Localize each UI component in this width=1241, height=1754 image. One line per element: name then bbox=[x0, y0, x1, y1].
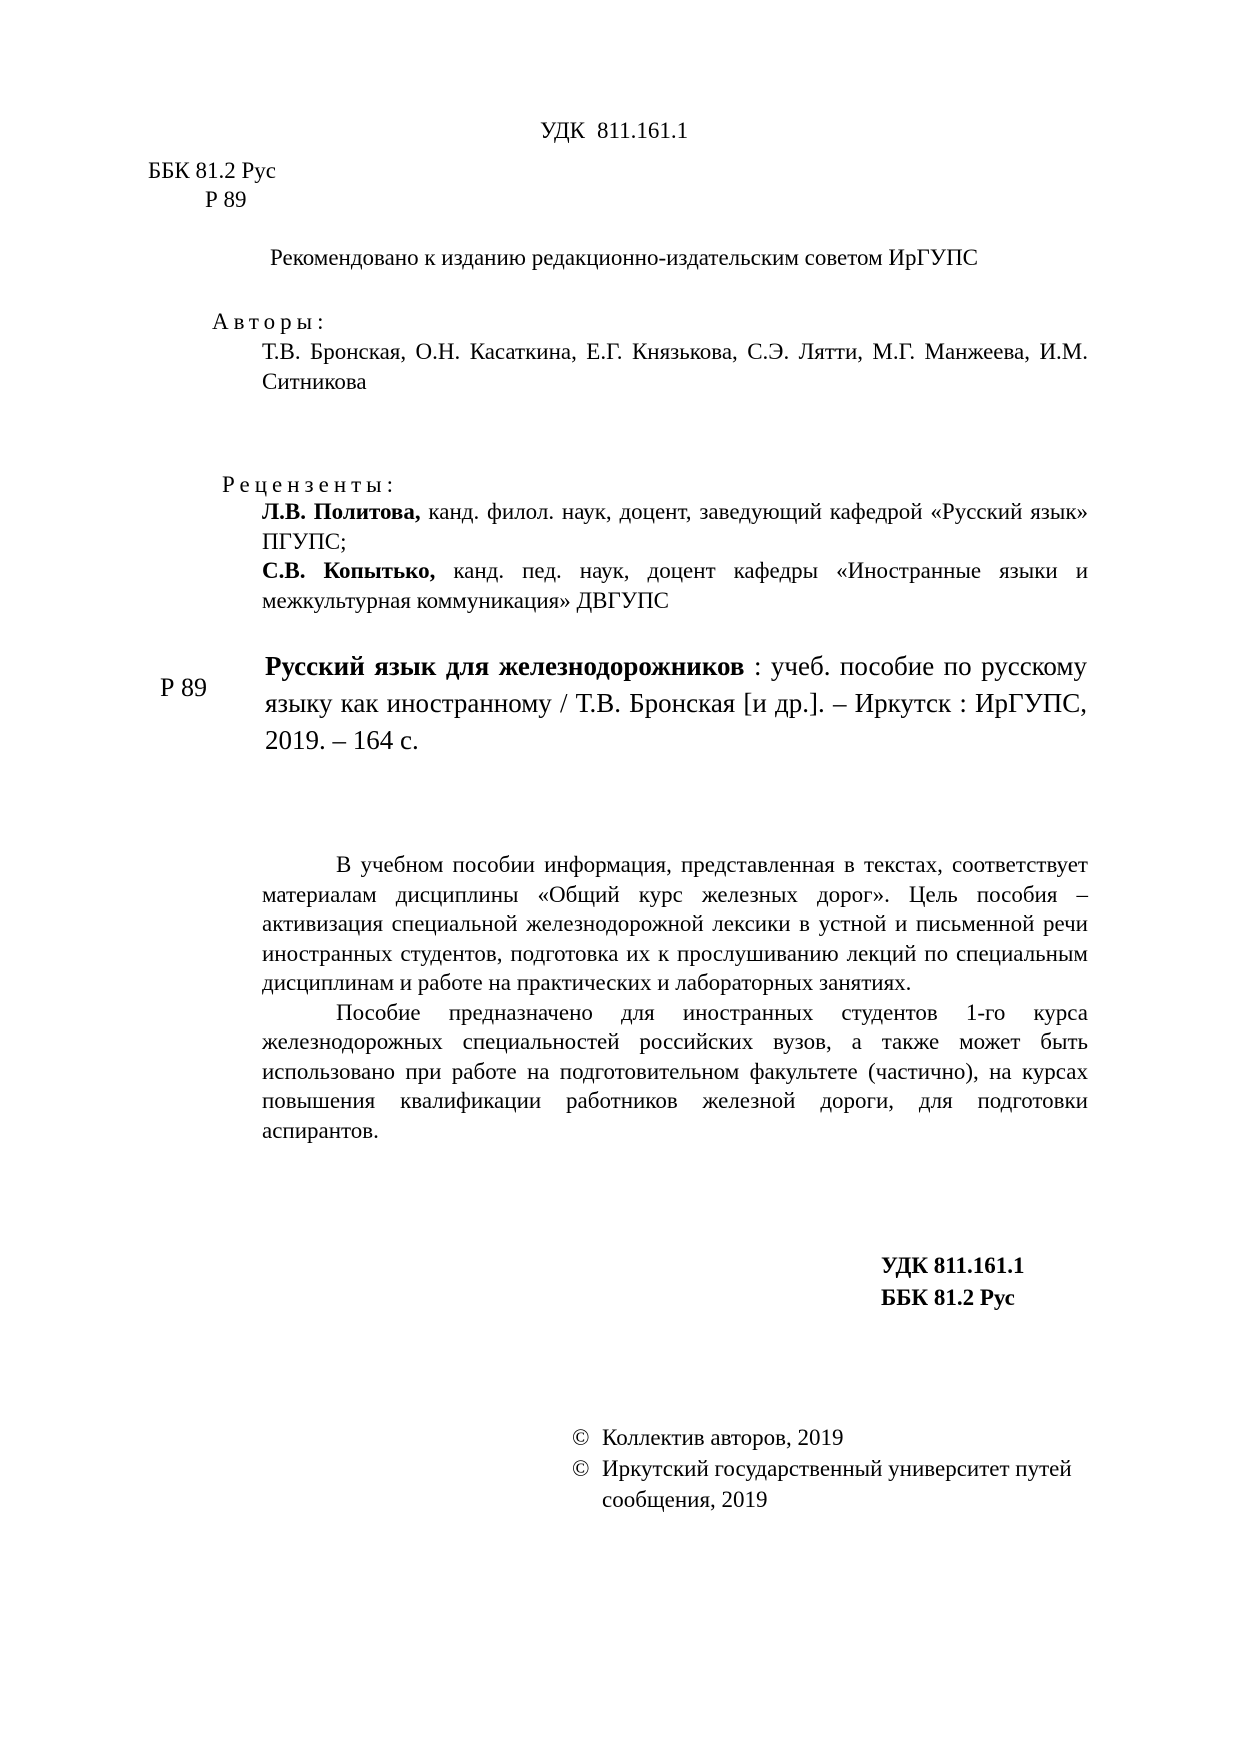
bibliographic-code: Р 89 bbox=[160, 673, 207, 702]
copyright-icon: © bbox=[572, 1456, 590, 1481]
copyright-line bbox=[572, 1422, 1102, 1453]
bibliographic-entry bbox=[265, 648, 1087, 759]
recommendation-line: Рекомендовано к изданию редакционно-издательским советом ИрГУПС bbox=[270, 245, 979, 270]
bbk-bottom: ББК 81.2 Рус bbox=[881, 1285, 1015, 1310]
udk-label: УДК bbox=[540, 118, 585, 143]
annotation bbox=[262, 850, 1088, 1145]
bbk-header: ББК 81.2 Рус bbox=[148, 158, 277, 183]
reviewer-entry bbox=[262, 497, 1088, 557]
udk-code: 811.161.1 bbox=[597, 118, 689, 143]
reviewer-name: С.В. Копытько, bbox=[262, 558, 436, 583]
classification-block bbox=[881, 1250, 1025, 1314]
reviewer-entry bbox=[262, 556, 1088, 616]
copyright-holder: Коллектив авторов, 2019 bbox=[602, 1425, 844, 1450]
authors-names: Т.В. Бронская, О.Н. Касаткина, Е.Г. Князькова, С.Э. Лятти, М.Г. Манжеева, И.М. Ситникова bbox=[262, 339, 1088, 394]
reviewer-details: канд. пед. наук, доцент кафедры «Иностранные языки и межкультурная коммуникация» ДВГУПС bbox=[262, 558, 1088, 613]
copyright-line bbox=[572, 1453, 1102, 1515]
udk-bottom: УДК 811.161.1 bbox=[881, 1253, 1025, 1278]
bibliographic-details: : учеб. пособие по русскому языку как иностранному / Т.В. Бронская [и др.]. – Иркутск : ИрГУПС, 2019. – 164 с. bbox=[265, 651, 1087, 755]
udk-header bbox=[540, 117, 688, 146]
reviewers-label: Рецензенты: bbox=[222, 472, 399, 497]
copyright-holder: Иркутский государственный университет путей сообщения, 2019 bbox=[602, 1456, 1072, 1512]
authors-label: Авторы: bbox=[212, 309, 329, 334]
author-code-header: Р 89 bbox=[205, 187, 247, 212]
book-title: Русский язык для железнодорожников bbox=[265, 651, 745, 681]
copyright-block bbox=[572, 1422, 1102, 1515]
copyright-icon: © bbox=[572, 1425, 590, 1450]
annotation-paragraph: Пособие предназначено для иностранных студентов 1-го курса железнодорожных специальностей российских вузов, а также может быть использовано при работе на подготовительном факультете (частично), на курсах повышения квалификации работников железной дороги, для подготовки аспирантов. bbox=[262, 999, 1088, 1143]
annotation-paragraph: В учебном пособии информация, представленная в текстах, соответствует материалам дисциплины «Общий курс железных дорог». Цель пособия – активизация специальной железнодорожной лексики в устной и письменной речи иностранных студентов, подготовка их к прослушиванию лекций по специальным дисциплинам и работе на практических и лабораторных занятиях. bbox=[262, 852, 1088, 995]
reviewer-details: канд. филол. наук, доцент, заведующий кафедрой «Русский язык» ПГУПС; bbox=[262, 499, 1088, 554]
reviewer-name: Л.В. Политова, bbox=[262, 499, 421, 524]
